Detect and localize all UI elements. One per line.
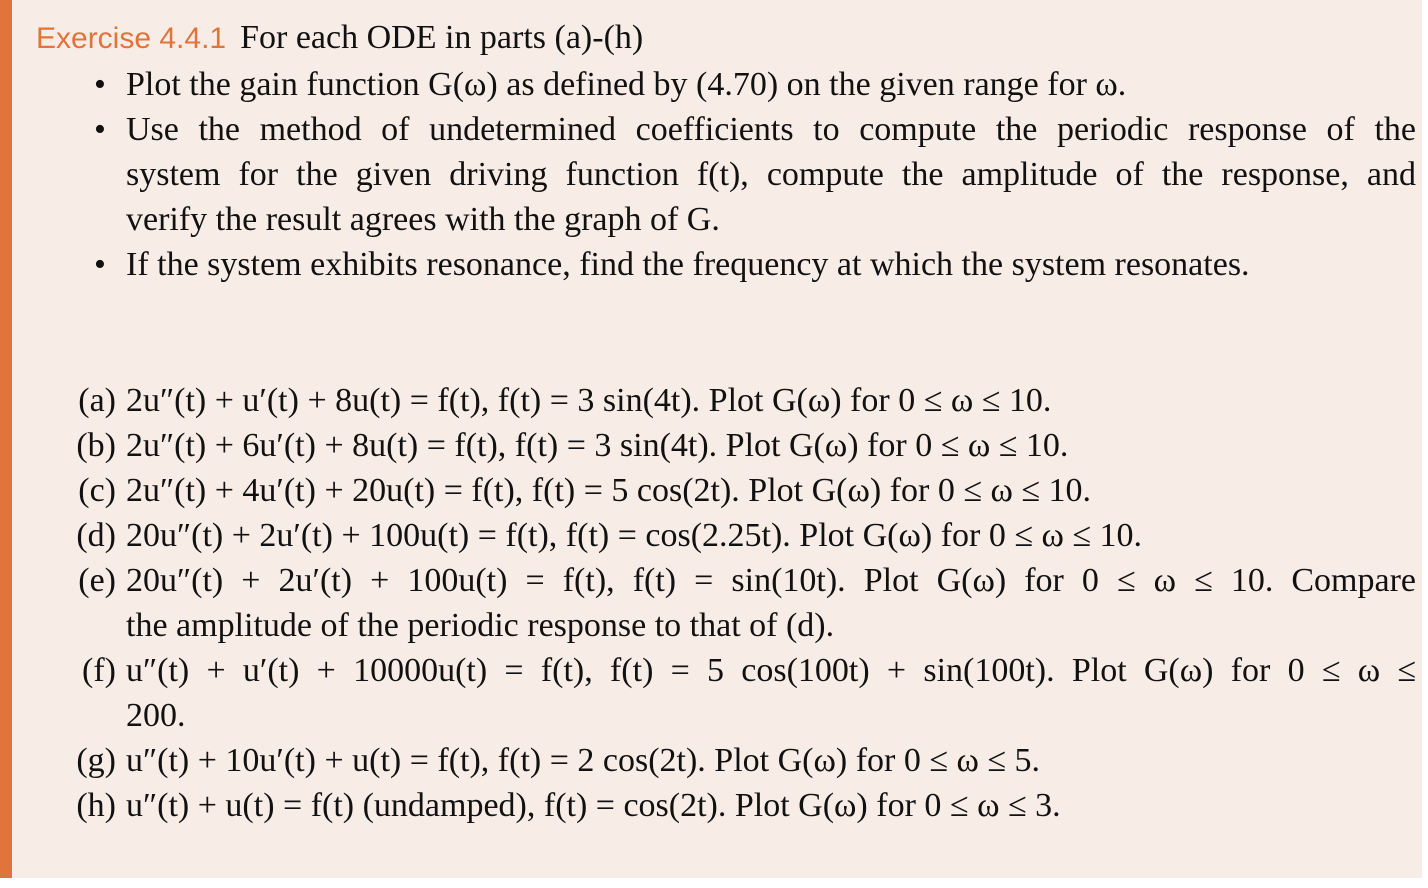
part-text: 20u″(t) + 2u′(t) + 100u(t) = f(t), f(t) = cos(2.25t). Plot G(ω) for 0 ≤ ω ≤ 10. (126, 517, 1143, 554)
bullet-line: system for the given driving function f(t), compute the amplitude of the response, and (126, 156, 1416, 193)
part-text: u″(t) + u(t) = f(t) (undamped), f(t) = cos(2t). Plot G(ω) for 0 ≤ ω ≤ 3. (126, 787, 1061, 824)
exercise-header (36, 18, 643, 59)
part-c (78, 468, 1416, 513)
bullet-line: If the system exhibits resonance, find the frequency at which the system resonates. (126, 246, 1250, 283)
part-label: (e) (78, 562, 116, 599)
part-text: u″(t) + 10u′(t) + u(t) = f(t), f(t) = 2 cos(2t). Plot G(ω) for 0 ≤ ω ≤ 5. (126, 742, 1041, 779)
part-h (76, 783, 1416, 828)
part-label: (f) (82, 652, 116, 689)
part-label: (d) (76, 517, 116, 554)
part-label: (b) (76, 427, 116, 464)
bullet-dot: • (94, 66, 106, 103)
part-g (76, 738, 1416, 783)
part-text: u″(t) + u′(t) + 10000u(t) = f(t), f(t) = 5 cos(100t) + sin(100t). Plot G(ω) for 0 ≤ ω ≤ (126, 652, 1416, 689)
part-label: (c) (78, 472, 116, 509)
bullet-line: Use the method of undetermined coefficients to compute the periodic response of the (126, 111, 1416, 148)
bullet-line: verify the result agrees with the graph of G. (126, 201, 720, 238)
bullet-line: Plot the gain function G(ω) as defined by (4.70) on the given range for ω. (126, 66, 1127, 103)
part-label: (g) (76, 742, 116, 779)
part-text: 20u″(t) + 2u′(t) + 100u(t) = f(t), f(t) = sin(10t). Plot G(ω) for 0 ≤ ω ≤ 10. Compare (126, 562, 1416, 599)
bullet-item-method (94, 107, 1416, 242)
part-text: 2u″(t) + 6u′(t) + 8u(t) = f(t), f(t) = 3 sin(4t). Plot G(ω) for 0 ≤ ω ≤ 10. (126, 427, 1069, 464)
part-label: (h) (76, 787, 116, 824)
bullet-dot: • (94, 246, 106, 283)
exercise-label: Exercise 4.4.1 (36, 22, 227, 55)
part-a (78, 378, 1416, 423)
bullet-item-gain (94, 62, 1416, 107)
part-text: 200. (126, 697, 186, 734)
part-f (82, 648, 1416, 738)
exercise-intro: For each ODE in parts (a)-(h) (240, 19, 644, 56)
part-text: 2u″(t) + 4u′(t) + 20u(t) = f(t), f(t) = 5 cos(2t). Plot G(ω) for 0 ≤ ω ≤ 10. (126, 472, 1092, 509)
part-text: 2u″(t) + u′(t) + 8u(t) = f(t), f(t) = 3 sin(4t). Plot G(ω) for 0 ≤ ω ≤ 10. (126, 382, 1052, 419)
part-d (76, 513, 1416, 558)
bullet-dot: • (94, 111, 106, 148)
bullet-item-resonance (94, 242, 1416, 287)
part-b (76, 423, 1416, 468)
part-label: (a) (78, 382, 116, 419)
part-e (78, 558, 1416, 648)
part-text: the amplitude of the periodic response to that of (d). (126, 607, 835, 644)
